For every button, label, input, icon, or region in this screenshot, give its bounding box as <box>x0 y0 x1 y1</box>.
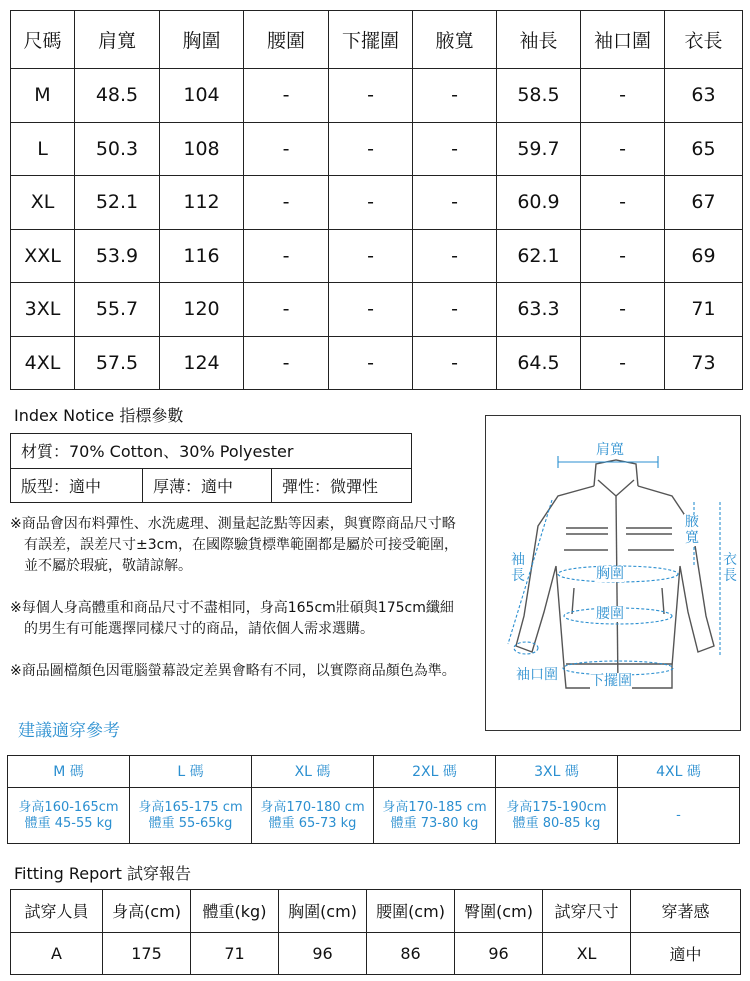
header-cell: 腋寬 <box>413 11 497 69</box>
table-cell: - <box>581 229 665 283</box>
table-cell: 55.7 <box>75 283 160 337</box>
height-range: 身高170-185 cm <box>382 799 487 815</box>
table-cell: 175 <box>103 932 191 975</box>
table-cell: 71 <box>191 932 279 975</box>
table-row <box>11 283 743 337</box>
table-cell: 71 <box>665 283 743 337</box>
waist-label: 腰圍 <box>596 606 624 622</box>
table-row <box>11 122 743 176</box>
table-cell: - <box>329 176 413 230</box>
index-notice-title: Index Notice 指標參數 <box>14 406 184 425</box>
table-cell: 104 <box>160 69 244 123</box>
table-cell: - <box>244 229 329 283</box>
table-cell: 63 <box>665 69 743 123</box>
table-cell: - <box>413 229 497 283</box>
table-row <box>11 176 743 230</box>
weight-range: 體重 45-55 kg <box>24 815 113 831</box>
table-cell: 適中 <box>631 932 741 975</box>
table-row <box>8 756 740 788</box>
header-cell: 衣長 <box>665 11 743 69</box>
table-row <box>11 890 741 933</box>
recommend-cell <box>252 788 374 844</box>
table-cell: - <box>244 336 329 390</box>
table-row <box>11 468 412 503</box>
header-cell: 尺碼 <box>11 11 75 69</box>
table-cell: 124 <box>160 336 244 390</box>
table-row <box>8 788 740 844</box>
table-cell: M <box>11 69 75 123</box>
table-cell: - <box>413 69 497 123</box>
table-cell: XL <box>11 176 75 230</box>
note-text: ※每個人身高體重和商品尺寸不盡相同，身高165cm壯碩與175cm纖細的男生有可能選擇同樣尺寸的商品，請依個人需求選購。 <box>10 600 454 637</box>
table-cell: - <box>329 69 413 123</box>
table-cell: XL <box>543 932 631 975</box>
weight-range: 體重 73-80 kg <box>390 815 479 831</box>
sleeve-label: 袖長 <box>511 552 525 584</box>
size-cell: 2XL 碼 <box>374 756 496 788</box>
fit-cell: 版型：適中 <box>11 468 143 503</box>
table-cell: - <box>581 336 665 390</box>
shoulder-label: 肩寬 <box>596 442 624 458</box>
elasticity-cell: 彈性：微彈性 <box>272 468 412 503</box>
recommend-cell <box>130 788 252 844</box>
header-cell: 下擺圍 <box>329 11 413 69</box>
header-cell: 腰圍 <box>244 11 329 69</box>
armpit-label: 腋寬 <box>685 514 699 546</box>
note-text: ※商品圖檔顏色因電腦螢幕設定差異會略有不同，以實際商品顏色為準。 <box>10 663 456 679</box>
table-cell: - <box>413 283 497 337</box>
table-cell: 58.5 <box>497 69 581 123</box>
table-cell: 96 <box>279 932 367 975</box>
size-cell: 4XL 碼 <box>618 756 740 788</box>
recommend-cell <box>496 788 618 844</box>
note-body-size <box>10 598 460 640</box>
table-cell: 48.5 <box>75 69 160 123</box>
recommend-cell <box>374 788 496 844</box>
table-cell: 50.3 <box>75 122 160 176</box>
thickness-cell: 厚薄：適中 <box>143 468 272 503</box>
weight-range: 體重 65-73 kg <box>268 815 357 831</box>
recommend-table <box>7 755 740 844</box>
table-cell: 60.9 <box>497 176 581 230</box>
table-cell: 86 <box>367 932 455 975</box>
header-cell: 腰圍(cm) <box>367 890 455 933</box>
height-range: - <box>676 807 681 823</box>
table-row <box>11 336 743 390</box>
table-cell: 57.5 <box>75 336 160 390</box>
table-cell: - <box>413 336 497 390</box>
table-cell: 64.5 <box>497 336 581 390</box>
table-cell: 52.1 <box>75 176 160 230</box>
table-cell: - <box>244 283 329 337</box>
header-cell: 肩寬 <box>75 11 160 69</box>
table-cell: 62.1 <box>497 229 581 283</box>
table-cell: - <box>581 122 665 176</box>
table-cell: - <box>329 229 413 283</box>
table-cell: A <box>11 932 103 975</box>
table-cell: - <box>329 122 413 176</box>
fabric-info-table <box>10 433 412 503</box>
table-cell: 69 <box>665 229 743 283</box>
note-text: ※商品會因布料彈性、水洗處理、測量起訖點等因素，與實際商品尺寸略有誤差，誤差尺寸±3cm，在國際驗貨標準範圍都是屬於可接受範圍，並不屬於瑕疵，敬請諒解。 <box>10 516 458 574</box>
table-cell: 53.9 <box>75 229 160 283</box>
table-cell: 63.3 <box>497 283 581 337</box>
weight-range: 體重 80-85 kg <box>512 815 601 831</box>
table-cell: - <box>244 176 329 230</box>
table-row <box>11 434 412 469</box>
table-cell: - <box>413 176 497 230</box>
header-cell: 胸圍 <box>160 11 244 69</box>
table-cell: - <box>581 176 665 230</box>
table-cell: - <box>329 283 413 337</box>
recommend-cell <box>8 788 130 844</box>
header-cell: 體重(kg) <box>191 890 279 933</box>
weight-range: 體重 55-65kg <box>148 815 233 831</box>
table-cell: - <box>581 283 665 337</box>
header-cell: 穿著感 <box>631 890 741 933</box>
recommend-title: 建議適穿參考 <box>18 721 120 741</box>
table-cell: 73 <box>665 336 743 390</box>
table-cell: XXL <box>11 229 75 283</box>
material-cell: 材質：70% Cotton、30% Polyester <box>11 434 412 469</box>
table-cell: - <box>244 122 329 176</box>
table-cell: 116 <box>160 229 244 283</box>
header-cell: 袖口圍 <box>581 11 665 69</box>
table-row <box>11 69 743 123</box>
table-row <box>11 932 741 975</box>
size-cell: 3XL 碼 <box>496 756 618 788</box>
recommend-cell <box>618 788 740 844</box>
table-cell: 96 <box>455 932 543 975</box>
table-cell: - <box>244 69 329 123</box>
table-cell: 67 <box>665 176 743 230</box>
table-cell: - <box>413 122 497 176</box>
table-cell: - <box>329 336 413 390</box>
table-cell: - <box>581 69 665 123</box>
table-row <box>11 229 743 283</box>
hem-label: 下擺圍 <box>590 673 632 689</box>
table-cell: 4XL <box>11 336 75 390</box>
table-cell: 112 <box>160 176 244 230</box>
height-range: 身高165-175 cm <box>138 799 243 815</box>
chest-label: 胸圍 <box>596 566 624 582</box>
table-cell: 108 <box>160 122 244 176</box>
size-table-header <box>11 11 743 69</box>
header-cell: 身高(cm) <box>103 890 191 933</box>
note-tolerance <box>10 514 460 577</box>
table-cell: 120 <box>160 283 244 337</box>
height-range: 身高175-190cm <box>506 799 607 815</box>
note-color <box>10 661 460 682</box>
height-range: 身高170-180 cm <box>260 799 365 815</box>
table-cell: 65 <box>665 122 743 176</box>
table-cell: L <box>11 122 75 176</box>
header-cell: 胸圍(cm) <box>279 890 367 933</box>
length-label: 衣長 <box>723 552 737 584</box>
measurement-diagram <box>485 415 741 731</box>
table-cell: 3XL <box>11 283 75 337</box>
size-cell: XL 碼 <box>252 756 374 788</box>
cuff-label: 袖口圍 <box>516 667 558 683</box>
header-cell: 袖長 <box>497 11 581 69</box>
size-cell: M 碼 <box>8 756 130 788</box>
header-cell: 臀圍(cm) <box>455 890 543 933</box>
fitting-report-title: Fitting Report 試穿報告 <box>14 864 191 883</box>
header-cell: 試穿尺寸 <box>543 890 631 933</box>
table-cell: 59.7 <box>497 122 581 176</box>
header-cell: 試穿人員 <box>11 890 103 933</box>
size-cell: L 碼 <box>130 756 252 788</box>
fitting-table <box>10 889 741 975</box>
size-table <box>10 10 743 390</box>
height-range: 身高160-165cm <box>18 799 119 815</box>
